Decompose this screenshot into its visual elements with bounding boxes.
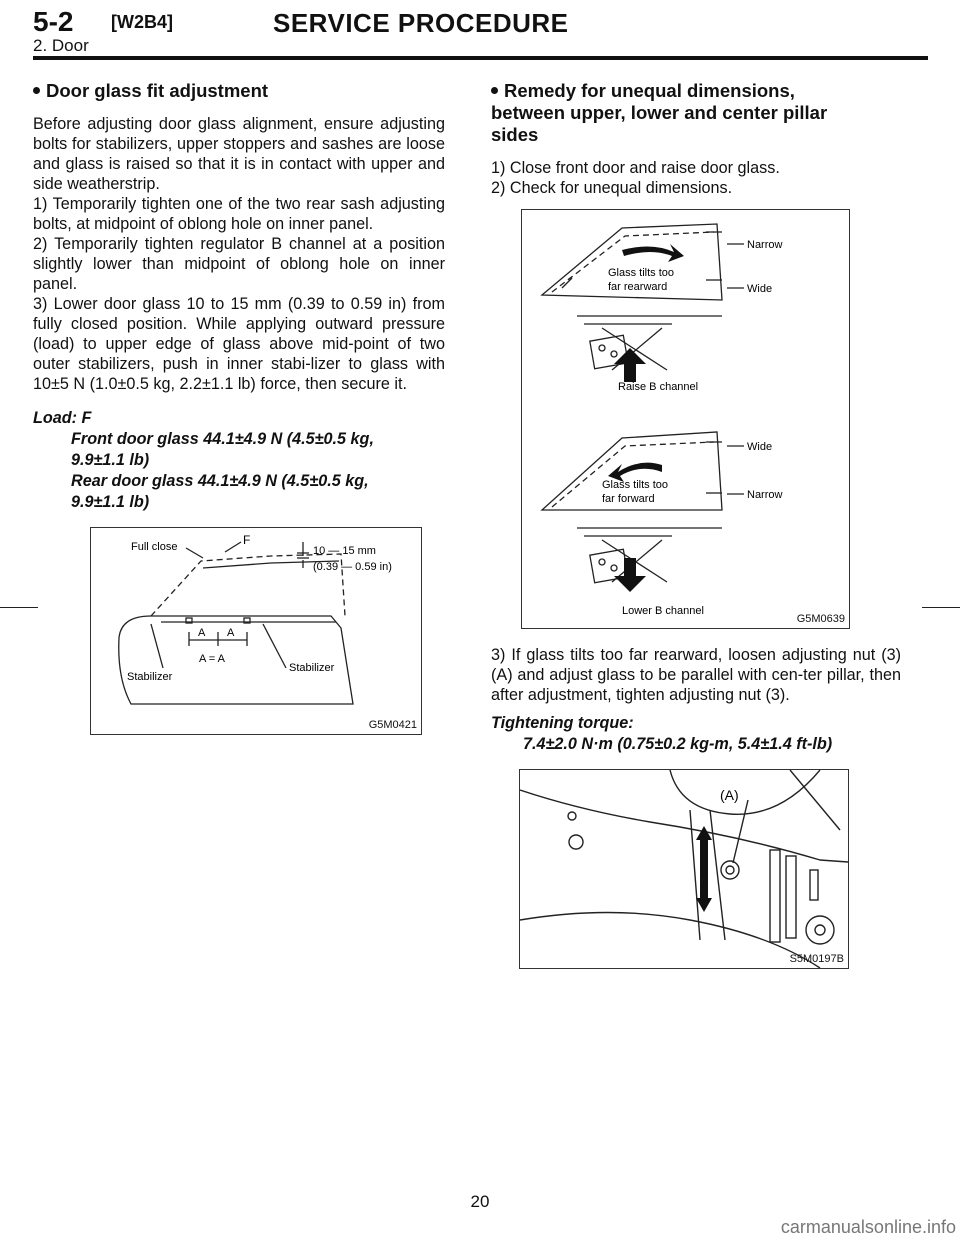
intro-paragraph: Before adjusting door glass alignment, ensure adjusting bolts for stabilizers, upper stoppers and sashes are loose and glass is raised so that it is in contact with upper and side weatherstrip. [33, 115, 445, 193]
page-header [33, 6, 928, 58]
figure-adjusting-nut [519, 769, 849, 969]
section-title-remedy: Remedy for unequal dimensions, between upper, lower and center pillar sides [491, 80, 828, 145]
figure-caption: G5M0639 [796, 613, 845, 625]
bullet-icon [33, 87, 40, 94]
figure-adjusting-nut-drawing [520, 770, 848, 968]
figure-glass-fit-drawing [91, 528, 421, 734]
figure-caption: G5M0421 [368, 719, 417, 731]
label-tilt-rear-2: far rearward [608, 281, 668, 293]
tilt-rearward-arrow-icon [622, 244, 684, 262]
figure-caption: S5M0197B [789, 953, 844, 965]
label-dim-mm: 10 — 15 mm [313, 545, 376, 557]
label-stabilizer-right: Stabilizer [289, 662, 335, 674]
label-a-right: A [227, 627, 235, 639]
label-tilt-rear-1: Glass tilts too [608, 267, 675, 279]
label-full-close: Full close [131, 541, 178, 553]
figure-glass-fit [90, 527, 422, 735]
load-rear-line-1: Rear door glass 44.1±4.9 N (4.5±0.5 kg, [71, 472, 369, 490]
label-a-equals-a: A = A [199, 653, 225, 665]
load-label: Load: F [33, 409, 92, 427]
remedy-step-3: 3) If glass tilts too far rearward, loosen adjusting nut (3) (A) and adjust glass to be parallel with cen-ter pillar, then after adjustment, tighten adjusting nut (3). [491, 646, 901, 704]
step-3: 3) Lower door glass 10 to 15 mm (0.39 to 0.59 in) from fully closed position. While applying outward pressure (load) to upper edge of glass above mid-point of two outer stabilizers, push in inner stabi-lizer to glass with 10±5 N (1.0±0.5 kg, 2.2±1.1 lb) force, then secure it. [33, 295, 445, 393]
label-wide-bottom: Wide [747, 441, 773, 453]
crop-mark-left [0, 607, 38, 608]
section-title-door-glass-fit: Door glass fit adjustment [33, 80, 445, 102]
load-rear-line-2: 9.9±1.1 lb) [71, 493, 150, 511]
page-subtitle: 2. Door [33, 36, 89, 55]
step-1: 1) Temporarily tighten one of the two rear sash adjusting bolts, at midpoint of oblong hole on inner panel. [33, 195, 445, 233]
remedy-step-1: 1) Close front door and raise door glass. [491, 159, 780, 177]
label-narrow-top: Narrow [747, 239, 783, 251]
label-f: F [243, 533, 251, 547]
label-stabilizer-left: Stabilizer [127, 671, 173, 683]
load-front-line-2: 9.9±1.1 lb) [71, 451, 150, 469]
load-spec [33, 408, 445, 513]
label-raise: Raise B channel [618, 381, 699, 393]
label-tilt-fwd-1: Glass tilts too [602, 479, 669, 491]
label-narrow-bottom: Narrow [747, 489, 783, 501]
label-lower: Lower B channel [622, 605, 704, 617]
torque-label: Tightening torque: [491, 714, 634, 732]
watermark: carmanualsonline.info [780, 1217, 956, 1237]
bullet-icon [491, 87, 498, 94]
torque-spec [491, 713, 901, 755]
adjust-direction-arrow-icon [696, 826, 712, 912]
section-code: 5-2 [33, 6, 74, 37]
label-dim-in: (0.39 — 0.59 in) [313, 561, 392, 573]
torque-value: 7.4±2.0 N·m (0.75±0.2 kg-m, 5.4±1.4 ft-lb) [523, 735, 833, 753]
crop-mark-right [922, 607, 960, 608]
page-title: SERVICE PROCEDURE [273, 8, 569, 38]
header-rule [33, 56, 928, 60]
label-a: (A) [720, 787, 739, 803]
right-column [491, 80, 901, 969]
figure-unequal-dimensions [521, 209, 850, 629]
lower-arrow-icon [614, 558, 646, 592]
page-number: 20 [470, 1192, 490, 1211]
remedy-step-2: 2) Check for unequal dimensions. [491, 179, 733, 197]
label-a-left: A [198, 627, 206, 639]
load-front-line-1: Front door glass 44.1±4.9 N (4.5±0.5 kg, [71, 430, 374, 448]
figure-unequal-dimensions-drawing [522, 210, 849, 628]
step-2: 2) Temporarily tighten regulator B channel at a position slightly lower than midpoint of oblong hole on inner panel. [33, 235, 445, 293]
section-ref: [W2B4] [111, 12, 173, 32]
left-column [33, 80, 445, 735]
label-tilt-fwd-2: far forward [602, 493, 655, 505]
label-wide-top: Wide [747, 283, 773, 295]
